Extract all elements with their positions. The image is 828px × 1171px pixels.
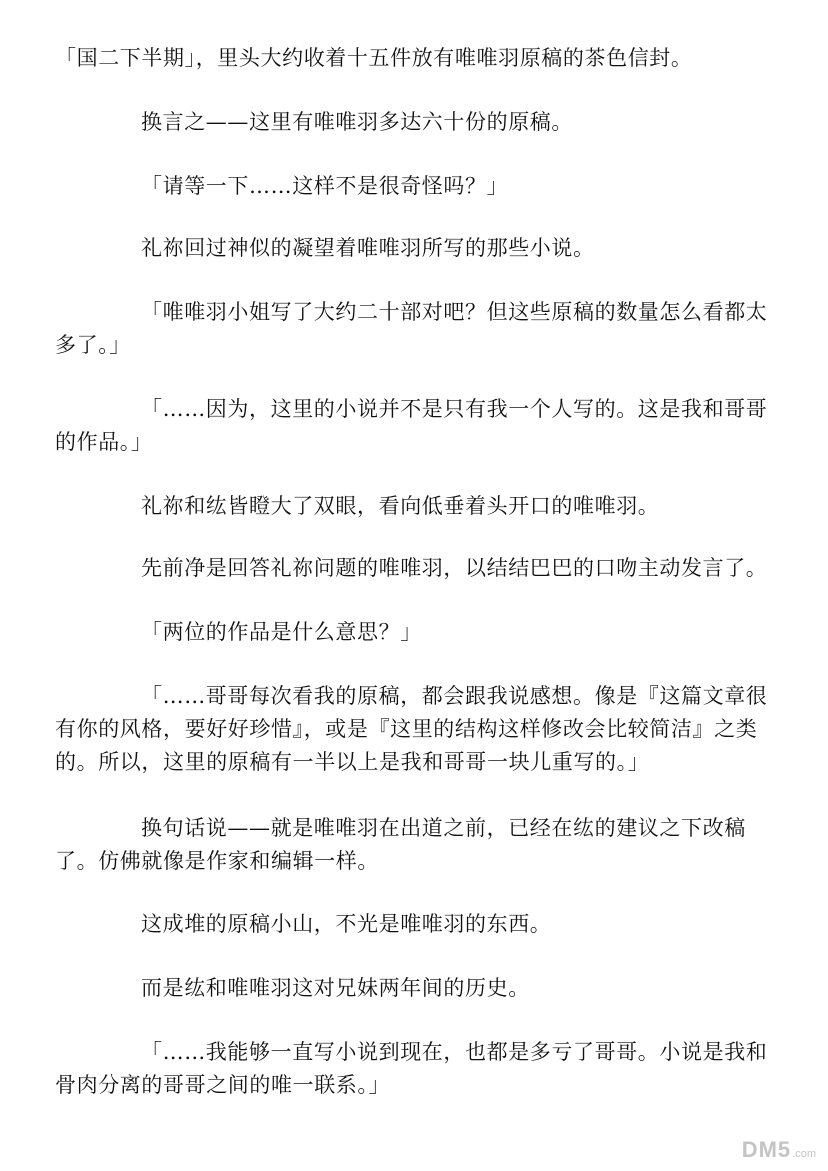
paragraph-12: 这成堆的原稿小山，不光是唯唯羽的东西。 xyxy=(141,912,552,936)
paragraph-7: 礼祢和纮皆瞪大了双眼，看向低垂着头开口的唯唯羽。 xyxy=(141,494,660,518)
watermark-suffix: .com xyxy=(792,1148,816,1160)
paragraph-5: 「唯唯羽小姐写了大约二十部对吧？但这些原稿的数量怎么看都太多了。」 xyxy=(55,300,768,357)
paragraph-8: 先前净是回答礼祢问题的唯唯羽，以结结巴巴的口吻主动发言了。 xyxy=(141,556,768,580)
paragraph-1: 「国二下半期」，里头大约收着十五件放有唯唯羽原稿的茶色信封。 xyxy=(55,46,693,70)
paragraph-9: 「两位的作品是什么意思？」 xyxy=(141,620,422,644)
watermark-main: DM5 xyxy=(741,1137,792,1162)
paragraph-11: 换句话说——就是唯唯羽在出道之前，已经在纮的建议之下改稿了。仿佛就像是作家和编辑一样。 xyxy=(55,816,746,873)
paragraph-14: 「……我能够一直写小说到现在，也都是多亏了哥哥。小说是我和骨肉分离的哥哥之间的唯一联系。」 xyxy=(55,1040,768,1097)
paragraph-10: 「……哥哥每次看我的原稿，都会跟我说感想。像是『这篇文章很有你的风格，要好好珍惜』，或是『这里的结构这样修改会比较简洁』之类的。所以，这里的原稿有一半以上是我和哥哥一块儿重写的。」 xyxy=(55,684,768,774)
paragraph-4: 礼祢回过神似的凝望着唯唯羽所写的那些小说。 xyxy=(141,236,595,260)
paragraph-2: 换言之——这里有唯唯羽多达六十份的原稿。 xyxy=(141,110,573,134)
paragraph-3: 「请等一下……这样不是很奇怪吗？」 xyxy=(141,174,509,198)
site-watermark-logo xyxy=(742,1139,816,1161)
paragraph-6: 「……因为，这里的小说并不是只有我一个人写的。这是我和哥哥的作品。」 xyxy=(55,397,768,454)
paragraph-13: 而是纮和唯唯羽这对兄妹两年间的历史。 xyxy=(141,976,530,1000)
